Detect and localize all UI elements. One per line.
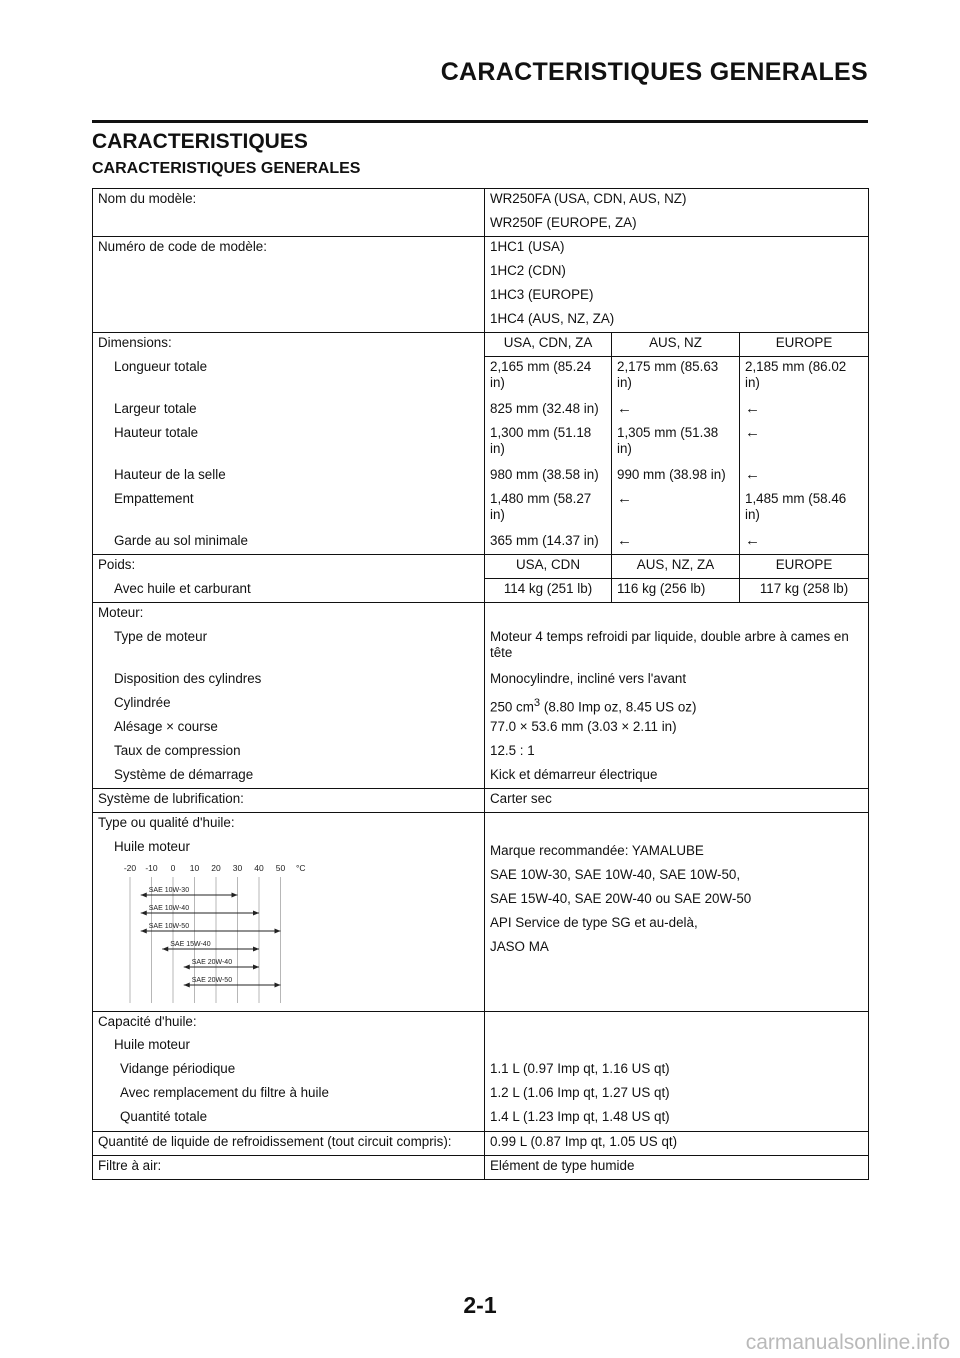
displacement-value: 250 cm	[490, 698, 534, 714]
engine-row-label: Disposition des cylindres	[93, 669, 485, 693]
table-row	[93, 765, 869, 789]
grade-arrow-left	[184, 964, 190, 969]
engine-label: Moteur:	[93, 603, 485, 627]
code-value: 1HC1 (USA)	[485, 237, 869, 261]
scale-tick-label: 40	[254, 862, 264, 873]
engine-value: 12.5 : 1	[490, 742, 535, 758]
grade-arrow-right	[253, 910, 259, 915]
dim-row-label: Largeur totale	[93, 399, 485, 423]
model-value: WR250FA (USA, CDN, AUS, NZ)	[485, 189, 869, 213]
page-number: 2-1	[463, 1292, 497, 1318]
table-row	[93, 357, 869, 399]
engine-row-label: Type de moteur	[93, 627, 485, 669]
grade-arrow-right	[253, 946, 259, 951]
table-row	[93, 423, 869, 465]
dim-row-label: Longueur totale	[93, 357, 485, 399]
oil-type-label: Type ou qualité d'huile:	[93, 813, 485, 837]
oil-capacity-row-label: Quantité totale	[93, 1107, 485, 1131]
oil-capacity-row-label: Avec remplacement du filtre à huile	[93, 1083, 485, 1107]
grade-arrow-left	[141, 910, 147, 915]
grade-label: SAE 20W-40	[191, 958, 233, 966]
dim-value: 980 mm (38.58 in)	[490, 466, 599, 482]
code-value: 1HC4 (AUS, NZ, ZA)	[490, 310, 615, 326]
table-row	[93, 531, 869, 555]
dim-value: 2,175 mm (85.63 in)	[612, 357, 740, 399]
weight-col: AUS, NZ, ZA	[612, 555, 740, 579]
table-row	[93, 1035, 869, 1059]
table-row	[93, 1131, 869, 1155]
dim-row-label: Empattement	[93, 489, 485, 531]
scale-tick-label: 0	[170, 862, 176, 873]
engine-value	[485, 693, 869, 717]
dim-value: 990 mm (38.98 in)	[612, 465, 740, 489]
engine-row-label: Cylindrée	[93, 693, 485, 717]
dim-value: 1,485 mm (58.46 in)	[740, 489, 869, 531]
grade-arrow-right	[253, 964, 259, 969]
weight-col: EUROPE	[740, 555, 869, 579]
dimensions-col: EUROPE	[740, 333, 869, 357]
dim-value: ←	[740, 399, 869, 423]
dimensions-col: USA, CDN, ZA	[485, 333, 612, 357]
grade-arrow-right	[232, 892, 238, 897]
engine-value: Monocylindre, incliné vers l'avant	[490, 670, 687, 686]
code-value: 1HC3 (EUROPE)	[490, 286, 594, 302]
dim-value: ←	[740, 531, 869, 555]
oil-viscosity-diagram	[114, 861, 344, 1011]
coolant-label: Quantité de liquide de refroidissement (tout circuit compris):	[93, 1131, 485, 1155]
table-row	[93, 603, 869, 627]
table-row	[93, 237, 869, 261]
oil-capacity-row-label: Vidange périodique	[93, 1059, 485, 1083]
weight-value: 114 kg (251 lb)	[485, 579, 612, 603]
table-row	[93, 399, 869, 423]
table-row	[93, 489, 869, 531]
dim-value: ←	[740, 465, 869, 489]
dim-value: ←	[612, 489, 740, 531]
oil-type-value: SAE 10W-30, SAE 10W-40, SAE 10W-50,	[490, 866, 741, 882]
grade-arrow-left	[162, 946, 168, 951]
table-row	[93, 213, 869, 237]
grade-arrow-left	[141, 892, 147, 897]
code-label: Numéro de code de modèle:	[93, 237, 485, 261]
section-subtitle: CARACTERISTIQUES GENERALES	[92, 160, 361, 177]
scale-tick-label: 30	[232, 862, 243, 873]
dim-row-label: Hauteur de la selle	[93, 465, 485, 489]
oil-diagram-cell	[93, 837, 485, 1012]
table-row	[93, 579, 869, 603]
table-row	[93, 1011, 869, 1035]
weight-row-label: Avec huile et carburant	[93, 579, 485, 603]
oil-type-sublabel: Huile moteur	[114, 838, 190, 854]
model-label: Nom du modèle:	[93, 189, 485, 213]
spec-table	[92, 188, 869, 1180]
lubrication-label: Système de lubrification:	[93, 789, 485, 813]
header-rule	[92, 120, 868, 123]
grade-arrow-right	[275, 928, 281, 933]
table-row	[93, 1107, 869, 1131]
engine-row-label: Alésage × course	[93, 717, 485, 741]
header-title: CARACTERISTIQUES GENERALES	[440, 58, 868, 86]
dim-value: 365 mm (14.37 in)	[490, 532, 599, 548]
grade-label: SAE 10W-50	[148, 922, 190, 930]
table-row	[93, 189, 869, 213]
coolant-value: 0.99 L (0.87 Imp qt, 1.05 US qt)	[485, 1131, 869, 1155]
oil-capacity-label: Capacité d'huile:	[93, 1011, 485, 1035]
displacement-rest: (8.80 Imp oz, 8.45 US oz)	[540, 698, 697, 714]
dimensions-label: Dimensions:	[93, 333, 485, 357]
engine-value: 77.0 × 53.6 mm (3.03 × 2.11 in)	[490, 718, 677, 734]
watermark: carmanualsonline.info	[745, 1331, 950, 1354]
weight-label: Poids:	[93, 555, 485, 579]
air-filter-label: Filtre à air:	[93, 1155, 485, 1179]
dim-value: 2,185 mm (86.02 in)	[740, 357, 869, 399]
dim-value: 1,300 mm (51.18 in)	[490, 424, 592, 456]
dim-value: ←	[612, 531, 740, 555]
model-value: WR250F (EUROPE, ZA)	[490, 214, 637, 230]
oil-capacity-value: 1.4 L (1.23 Imp qt, 1.48 US qt)	[490, 1109, 670, 1125]
grade-arrow-left	[184, 982, 190, 987]
dim-value: ←	[740, 423, 869, 465]
oil-capacity-value: 1.1 L (0.97 Imp qt, 1.16 US qt)	[490, 1061, 670, 1077]
engine-row-label: Taux de compression	[93, 741, 485, 765]
oil-type-value: API Service de type SG et au-delà,	[490, 914, 698, 930]
table-row	[93, 1155, 869, 1179]
weight-value: 117 kg (258 lb)	[740, 579, 869, 603]
engine-row-label: Système de démarrage	[93, 765, 485, 789]
oil-capacity-sublabel: Huile moteur	[93, 1035, 485, 1059]
table-row	[93, 789, 869, 813]
dim-value: ←	[612, 399, 740, 423]
table-row	[93, 837, 869, 1012]
weight-value: 116 kg (256 lb)	[612, 579, 740, 603]
table-row	[93, 555, 869, 579]
engine-value: Moteur 4 temps refroidi par liquide, double arbre à cames en tête	[490, 628, 849, 660]
dim-value: 825 mm (32.48 in)	[490, 400, 599, 416]
grade-label: SAE 20W-50	[191, 976, 233, 984]
grade-label: SAE 15W-40	[170, 940, 211, 948]
oil-type-value: SAE 15W-40, SAE 20W-40 ou SAE 20W-50	[490, 890, 752, 906]
grade-arrow-right	[275, 982, 281, 987]
air-filter-value: Elément de type humide	[485, 1155, 869, 1179]
oil-type-value: Marque recommandée: YAMALUBE	[490, 842, 704, 858]
table-row	[93, 741, 869, 765]
engine-value: Kick et démarreur électrique	[490, 766, 658, 782]
table-row	[93, 333, 869, 357]
grade-label: SAE 10W-40	[148, 904, 190, 912]
dim-row-label: Hauteur totale	[93, 423, 485, 465]
section-title: CARACTERISTIQUES	[92, 130, 308, 153]
table-row	[93, 813, 869, 837]
grade-label: SAE 10W-30	[148, 886, 190, 894]
dim-value: 1,480 mm (58.27 in)	[490, 490, 592, 522]
scale-tick-label: 50	[275, 862, 286, 873]
lubrication-value: Carter sec	[485, 789, 869, 813]
table-row	[93, 465, 869, 489]
table-row	[93, 669, 869, 693]
oil-type-value: JASO MA	[490, 938, 549, 954]
table-row	[93, 627, 869, 669]
code-value: 1HC2 (CDN)	[490, 262, 566, 278]
oil-type-values	[485, 837, 869, 1012]
oil-capacity-value: 1.2 L (1.06 Imp qt, 1.27 US qt)	[490, 1085, 670, 1101]
dim-value: 1,305 mm (51.38 in)	[612, 423, 740, 465]
displacement-exponent: 3	[533, 696, 541, 709]
scale-tick-label: 20	[211, 862, 221, 873]
table-row	[93, 1083, 869, 1107]
dim-value: 2,165 mm (85.24 in)	[485, 357, 612, 399]
dimensions-col: AUS, NZ	[612, 333, 740, 357]
scale-unit: °C	[296, 862, 306, 873]
dim-row-label: Garde au sol minimale	[93, 531, 485, 555]
scale-tick-label: 10	[189, 862, 200, 873]
weight-col: USA, CDN	[485, 555, 612, 579]
grade-arrow-left	[141, 928, 147, 933]
table-row	[93, 693, 869, 717]
scale-tick-label: -20	[123, 862, 137, 873]
scale-tick-label: -10	[145, 862, 158, 873]
table-row	[93, 1059, 869, 1083]
table-row	[93, 717, 869, 741]
